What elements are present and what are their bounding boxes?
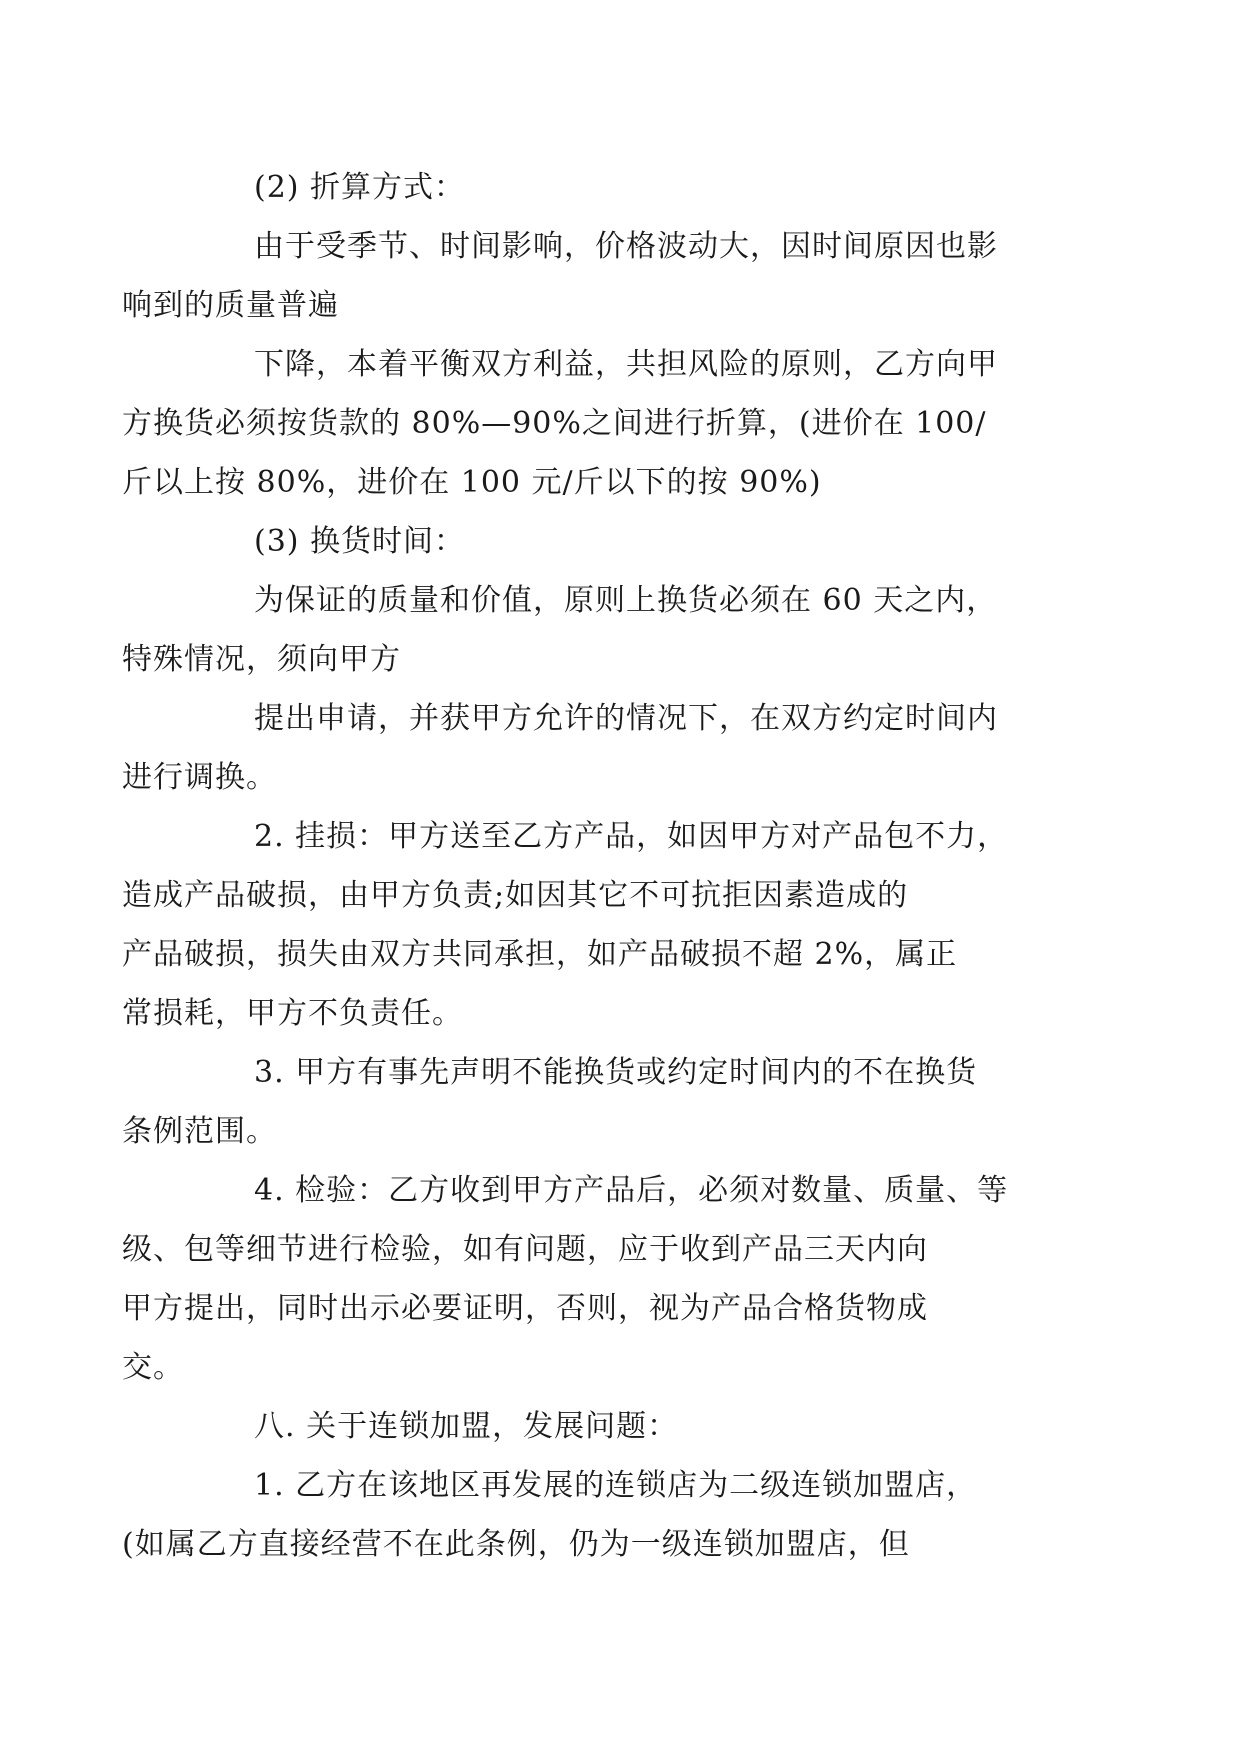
paragraph (188, 158, 1060, 217)
paragraph (122, 335, 1060, 512)
paragraph (122, 1043, 1060, 1161)
text-line: 进行调换。 (122, 760, 277, 795)
text-line: 斤以上按 80%，进价在 100 元/斤以下的按 90%) (122, 465, 822, 500)
text-line: 常损耗，甲方不负责任。 (122, 996, 463, 1031)
text-line: 八. 关于连锁加盟，发展问题： (254, 1409, 679, 1444)
text-line: 特殊情况，须向甲方 (122, 642, 401, 677)
paragraph (188, 512, 1060, 571)
text-line: 方换货必须按货款的 80%—90%之间进行折算，(进价在 100/ (122, 406, 987, 441)
text-line: 3. 甲方有事先声明不能换货或约定时间内的不在换货 (254, 1055, 978, 1090)
text-line: 响到的质量普遍 (122, 288, 339, 323)
text-line: (如属乙方直接经营不在此条例，仍为一级连锁加盟店，但 (122, 1527, 910, 1562)
text-line: 4. 检验：乙方收到甲方产品后，必须对数量、质量、等 (254, 1173, 1009, 1208)
text-line: 产品破损，损失由双方共同承担，如产品破损不超 2%，属正 (122, 937, 958, 972)
paragraph (122, 807, 1060, 1043)
paragraph (122, 1456, 1060, 1574)
document-body (122, 158, 1060, 1574)
text-line: 级、包等细节进行检验，如有问题，应于收到产品三天内向 (122, 1232, 928, 1267)
text-line: 为保证的质量和价值，原则上换货必须在 60 天之内， (254, 583, 998, 618)
text-line: 条例范围。 (122, 1114, 277, 1149)
text-line: 提出申请，并获甲方允许的情况下，在双方约定时间内 (254, 701, 998, 736)
text-line: 由于受季节、时间影响，价格波动大，因时间原因也影 (254, 229, 998, 264)
text-line: 甲方提出，同时出示必要证明，否则，视为产品合格货物成 (122, 1291, 928, 1326)
text-line: (2) 折算方式： (254, 170, 466, 205)
paragraph (122, 217, 1060, 335)
text-line: 1. 乙方在该地区再发展的连锁店为二级连锁加盟店， (254, 1468, 978, 1503)
text-line: 造成产品破损，由甲方负责;如因其它不可抗拒因素造成的 (122, 878, 909, 913)
text-line: 交。 (122, 1350, 184, 1385)
text-line: (3) 换货时间： (254, 524, 466, 559)
text-line: 2. 挂损：甲方送至乙方产品，如因甲方对产品包不力， (254, 819, 1009, 854)
paragraph (122, 571, 1060, 689)
paragraph (122, 689, 1060, 807)
paragraph (122, 1161, 1060, 1397)
text-line: 下降，本着平衡双方利益，共担风险的原则，乙方向甲 (254, 347, 998, 382)
paragraph (188, 1397, 1060, 1456)
